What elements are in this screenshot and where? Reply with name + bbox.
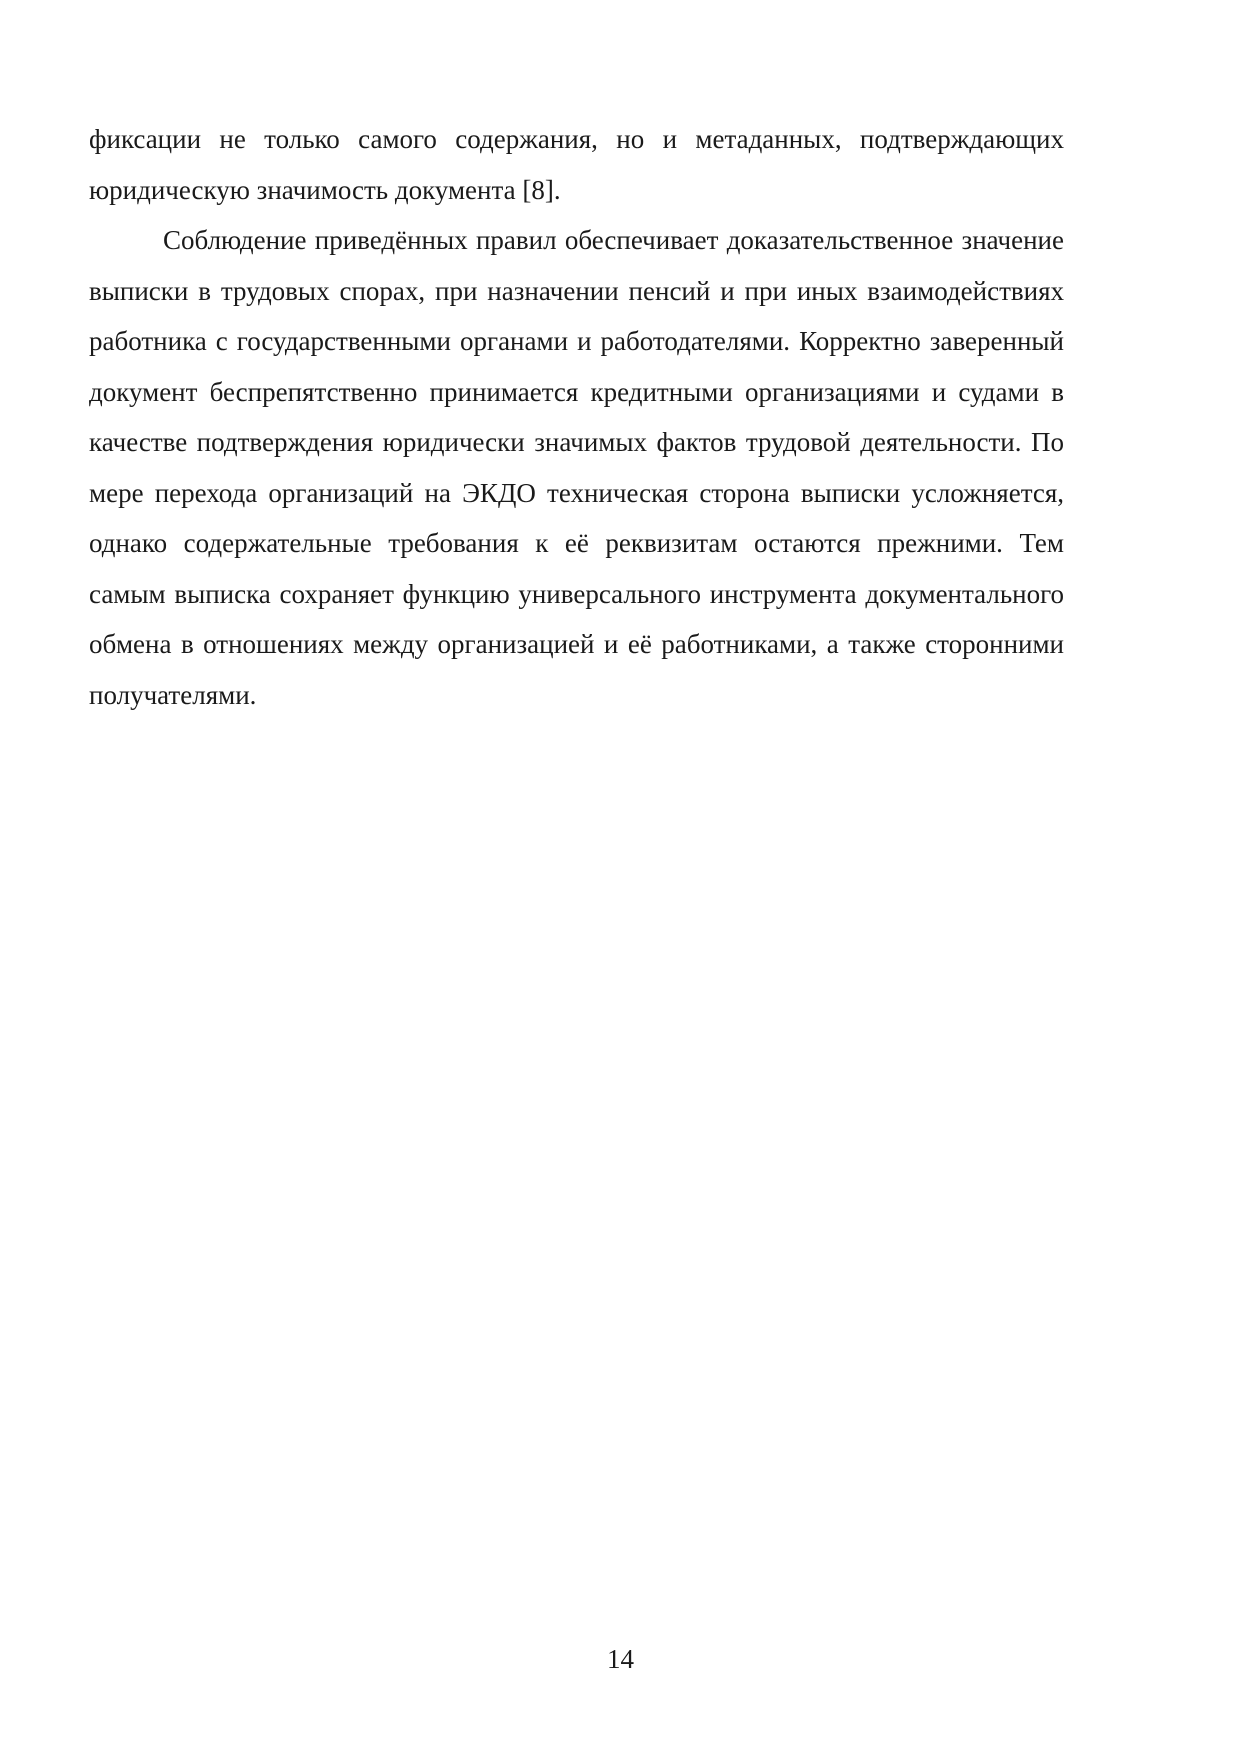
page-number: 14 bbox=[607, 1644, 634, 1674]
document-body bbox=[89, 114, 1064, 720]
paragraph-main: Соблюдение приведённых правил обеспечивает доказательственное значение выписки в трудовых спорах, при назначении пенсий и при иных взаимодействиях работника с государственными органами и работодателями. Корректно заверенный документ беспрепятственно принимается кредитными организациями и судами в качестве подтверждения юридически значимых фактов трудовой деятельности. По мере перехода организаций на ЭКДО техническая сторона выписки усложняется, однако содержательные требования к её реквизитам остаются прежними. Тем самым выписка сохраняет функцию универсального инструмента документального обмена в отношениях между организацией и её работниками, а также сторонними получателями. bbox=[89, 225, 1064, 710]
paragraph-continuation: фиксации не только самого содержания, но и метаданных, подтверждающих юридическую значимость документа [8]. bbox=[89, 124, 1064, 205]
